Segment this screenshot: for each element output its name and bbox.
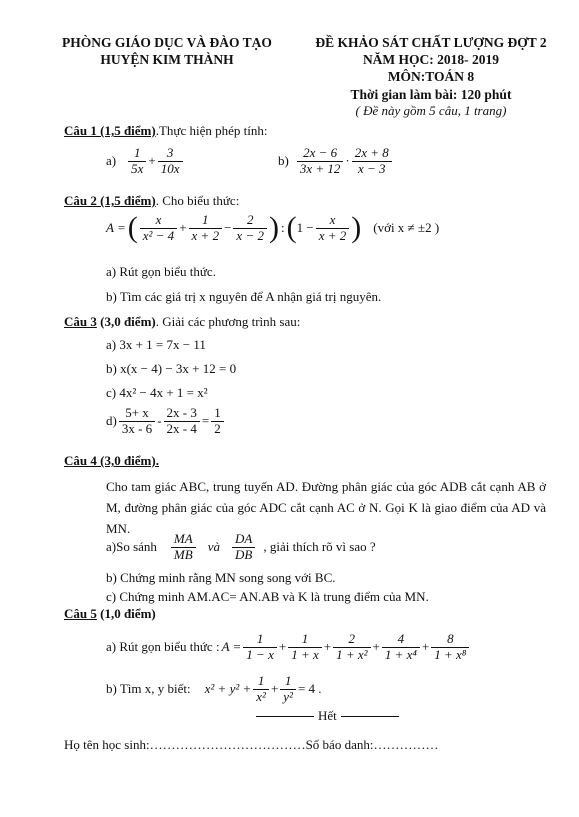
q3-d [106, 406, 226, 437]
numerator: 1 [211, 406, 224, 422]
fraction [211, 406, 224, 437]
q2-a: a) Rút gọn biểu thức. [106, 264, 216, 279]
denominator: x − 3 [357, 160, 386, 176]
denominator: 10x [160, 160, 180, 176]
fraction [382, 632, 420, 663]
denominator: x − 2 [236, 227, 264, 243]
numerator: 2 [233, 213, 267, 229]
conjunction: và [207, 539, 220, 555]
numerator: 1 [128, 146, 146, 162]
fraction [189, 213, 223, 244]
denominator: x + 2 [318, 227, 347, 243]
divider [256, 716, 314, 717]
q2-heading [64, 193, 239, 209]
numerator: 1 [189, 213, 223, 229]
denominator: 1 + x [291, 646, 319, 662]
q2-formula [106, 213, 439, 244]
fraction [158, 146, 183, 177]
numerator: 5+ x [119, 406, 155, 422]
paren-close: ) [268, 211, 279, 245]
fraction [128, 146, 146, 177]
operator: + [148, 153, 156, 169]
numerator: 2x − 6 [297, 146, 344, 162]
q4-paragraph: Cho tam giác ABC, trung tuyến AD. Đường phân giác của góc ADB cắt cạnh AB ở M, đường phân giác của góc ADC cắt cạnh AC ở N. Gọi K là giao điểm của AD và MN. [106, 479, 546, 536]
q3-d-label: d) [106, 413, 117, 429]
numerator: 2x - 3 [164, 406, 200, 422]
condition: (với x ≠ ±2 ) [373, 220, 440, 236]
operator: - [157, 413, 162, 429]
q1-b-label: b) [278, 153, 289, 169]
formula-lhs: x² + y² + [204, 681, 252, 697]
q3-text: . Giải các phương trình sau: [155, 314, 301, 329]
q4-title: Câu 4 (3,0 điểm). [64, 453, 159, 468]
denominator: y² [283, 688, 293, 704]
numerator: 2 [333, 632, 370, 648]
q1-heading [64, 123, 267, 139]
denominator: 3x - 6 [121, 420, 153, 436]
q4-a-prefix: a)So sánh [106, 539, 157, 555]
q2-text: . Cho biểu thức: [155, 193, 240, 208]
fraction [171, 532, 196, 563]
q5-a [106, 632, 471, 663]
q3-title: Câu 3 [64, 314, 97, 329]
q4-a-suffix: , giải thích rõ vì sao ? [263, 539, 376, 555]
operator: · [345, 153, 350, 169]
formula-lhs: A = [106, 220, 126, 236]
q5-heading [64, 606, 156, 622]
operator: + [372, 639, 380, 655]
q3-b: b) x(x − 4) − 3x + 12 = 0 [106, 361, 237, 376]
fraction [164, 406, 200, 437]
denominator: 1 + x² [336, 646, 368, 662]
q1-b [278, 146, 394, 177]
numerator: 1 [280, 674, 296, 690]
numerator: 1 [288, 632, 322, 648]
fraction [297, 146, 344, 177]
student-info-line: Họ tên học sinh:………………………………Số báo danh:…………… [64, 737, 439, 752]
q1-title: Câu 1 (1,5 điểm) [64, 123, 156, 138]
dept-name: PHÒNG GIÁO DỤC VÀ ĐÀO TẠO [62, 35, 272, 50]
operator: + [421, 639, 430, 655]
school-year: NĂM HỌC: 2018- 2019 [362, 52, 500, 67]
operator: : [280, 220, 285, 236]
q3-heading [64, 314, 300, 330]
operator: + [270, 681, 279, 697]
fraction [243, 632, 277, 663]
fraction [253, 674, 269, 705]
q3-score: (3,0 điểm) [96, 314, 156, 329]
q1-text: .Thực hiện phép tính: [155, 123, 268, 138]
district-name: HUYỆN KIM THÀNH [100, 52, 234, 67]
numerator: MA [171, 532, 196, 548]
one-minus: 1 − [296, 220, 314, 236]
operator: = [201, 413, 210, 429]
numerator: x [140, 213, 177, 229]
denominator: 5x [131, 160, 144, 176]
q1-a [106, 146, 185, 177]
q1-a-label: a) [106, 153, 117, 169]
denominator: 1 + x⁴ [384, 646, 417, 662]
operator: − [224, 220, 232, 236]
denominator: 3x + 12 [299, 160, 341, 176]
numerator: 4 [382, 632, 420, 648]
denominator: MB [173, 546, 193, 562]
fraction [352, 146, 392, 177]
paren-close: ) [351, 211, 362, 245]
denominator: 2 [214, 420, 221, 436]
fraction [140, 213, 177, 244]
denominator: 2x - 4 [166, 420, 197, 436]
time-limit: Thời gian làm bài: 120 phút [350, 87, 512, 102]
page-note: ( Đề này gồm 5 câu, 1 trang) [355, 103, 507, 118]
denominator: x² − 4 [142, 227, 175, 243]
paren-open: ( [127, 211, 138, 245]
numerator: 1 [243, 632, 277, 648]
end-text: Hết [318, 708, 337, 723]
fraction [232, 532, 255, 563]
q4-c: c) Chứng minh AM.AC= AN.AB và K là trung điểm của MN. [106, 589, 429, 604]
subject: MÔN:TOÁN 8 [387, 69, 475, 84]
denominator: 1 + x⁸ [434, 646, 467, 662]
paren-open: ( [286, 211, 297, 245]
formula-rhs: = 4 . [297, 681, 322, 697]
q3-a: a) 3x + 1 = 7x − 11 [106, 337, 206, 352]
fraction [233, 213, 267, 244]
operator: + [278, 639, 287, 655]
fraction [316, 213, 350, 244]
operator: + [179, 220, 187, 236]
numerator: 2x + 8 [352, 146, 392, 162]
q5-title: Câu 5 [64, 606, 97, 621]
q5-a-prefix: a) Rút gọn biểu thức : [106, 639, 220, 655]
exam-title: ĐỀ KHẢO SÁT CHẤT LƯỢNG ĐỢT 2 [315, 35, 547, 50]
denominator: 1 − x [246, 646, 274, 662]
fraction [280, 674, 296, 705]
denominator: x + 2 [191, 227, 220, 243]
fraction [288, 632, 322, 663]
operator: + [323, 639, 332, 655]
q5-b-prefix: b) Tìm x, y biết: [106, 681, 191, 697]
q5-b [106, 674, 322, 705]
numerator: 3 [158, 146, 183, 162]
fraction [431, 632, 469, 663]
q2-b: b) Tìm các giá trị x nguyên để A nhận giá trị nguyên. [106, 289, 382, 304]
q5-score: (1,0 điểm) [96, 606, 156, 621]
q3-c: c) 4x² − 4x + 1 = x² [106, 385, 208, 400]
numerator: 8 [431, 632, 469, 648]
numerator: DA [232, 532, 255, 548]
numerator: x [316, 213, 350, 229]
q2-title: Câu 2 (1,5 điểm) [64, 193, 156, 208]
q4-a [106, 532, 376, 563]
fraction [119, 406, 155, 437]
divider [341, 716, 399, 717]
denominator: DB [234, 546, 253, 562]
formula-lhs: A = [221, 639, 242, 655]
end-marker [256, 708, 399, 724]
fraction [333, 632, 370, 663]
q4-b: b) Chứng minh rằng MN song song với BC. [106, 570, 336, 585]
numerator: 1 [253, 674, 269, 690]
denominator: x² [256, 688, 266, 704]
